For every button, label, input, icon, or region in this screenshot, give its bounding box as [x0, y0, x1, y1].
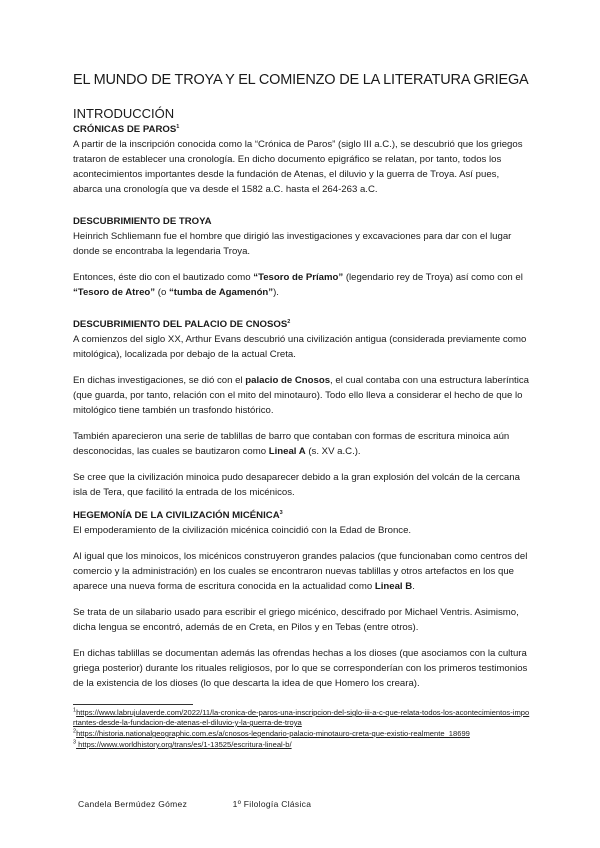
section-heading-cnosos: DESCUBRIMIENTO DEL PALACIO DE CNOSOS$^2$ — [73, 318, 291, 330]
footer-author: Candela Bermúdez Gómez — [78, 799, 188, 809]
footnote-link-2[interactable]: https://historia.nationalgeographic.com.es/a/cnosos-legendario-palacio-minotauro-creta-que-existio-realmente_18699 — [76, 729, 470, 738]
paragraph-hegemonia-2: Al igual que los minoicos, los micénicos construyeron grandes palacios (que funcionaban como centros del comercio y la administración) en los cuales se encontraron nuevas tablillas y otros artefactos en los que aparece una nueva forma de escritura conocida en la actualidad como Lineal B. — [73, 551, 528, 592]
footnote-ref-3[interactable]: 3 — [279, 509, 283, 516]
paragraph-hegemonia-1: El empoderamiento de la civilización micénica coincidió con la Edad de Bronce. — [73, 525, 412, 536]
paragraph-troya-2: Entonces, éste dio con el bautizado como “Tesoro de Príamo” (legendario rey de Troya) así como con el “Tesoro de Atreo” (o “tumba de Agamenón”). — [73, 272, 523, 298]
paragraph-hegemonia-4: En dichas tablillas se documentan además las ofrendas hechas a los dioses (que asociamos con la cultura griega posterior) durante los rituales religiosos, por lo que se corresponderían con los primeros testimonios de la existencia de los dioses (lo que descarta la idea de que Homero los creara). — [73, 648, 528, 689]
section-heading-cronicas: CRÓNICAS DE PAROS$^1$ — [73, 123, 180, 135]
page-footer — [78, 799, 311, 809]
document-title: EL MUNDO DE TROYA Y EL COMIENZO DE LA LITERATURA GRIEGA — [73, 72, 529, 88]
paragraph-cnosos-4: Se cree que la civilización minoica pudo desaparecer debido a la gran explosión del volcán de la cercana isla de Tera, que facilitó la entrada de los micénicos. — [73, 472, 520, 498]
footnote-3: $^3$ https://www.worldhistory.org/trans/es/1-13525/escritura-lineal-b/ — [73, 739, 292, 749]
footnote-link-1[interactable]: https://www.labrujulaverde.com/2022/11/la-cronica-de-paros-una-inscripcion-del-siglo-iii-a-c-que-relata-todos-los-acontecimientos-importantes-desde-la-fundacion-de-atenas-el-diluvio-y-la-guerra-de-troya — [73, 708, 530, 727]
paragraph-cnosos-2: En dichas investigaciones, se dió con el palacio de Cnosos, el cual contaba con una estructura laberíntica (que guarda, por tanto, relación con el mito del minotauro). Todo ello lleva a considerar el hecho de que lo mitológico tiene también un trasfondo histórico. — [73, 375, 529, 416]
paragraph-troya-1: Heinrich Schliemann fue el hombre que dirigió las investigaciones y excavaciones para dar con el lugar donde se encontraba la legendaria Troya. — [73, 231, 512, 257]
footnote-2: $^2$https://historia.nationalgeographic.com.es/a/cnosos-legendario-palacio-minotauro-creta-que-existio-realmente_18699 — [73, 728, 470, 738]
paragraph-hegemonia-3: Se trata de un silabario usado para escribir el griego micénico, descifrado por Michael Ventris. Asimismo, dicha lengua se encontró, además de en Creta, en Pilos y en Tebas (entre otros). — [73, 607, 519, 633]
paragraph-cnosos-3: También aparecieron una serie de tablillas de barro que contaban con formas de escritura minoica aún desconocidas, las cuales se bautizaron como Lineal A (s. XV a.C.). — [73, 431, 510, 457]
paragraph-cnosos-1: A comienzos del siglo XX, Arthur Evans descubrió una civilización antigua (considerada previamente como mitológica), localizada por debajo de la actual Creta. — [73, 334, 527, 360]
footnote-link-3[interactable]: https://www.worldhistory.org/trans/es/1-13525/escritura-lineal-b/ — [76, 740, 292, 749]
paragraph-cronicas: A partir de la inscripción conocida como la “Crónica de Paros” (siglo III a.C.), se descubrió que los griegos trataron de establecer una cronología. En dicho documento epigráfico se relatan, por tanto, todos los acontecimientos importantes desde la fundación de Atenas, el diluvio y la guerra de Troya. Así pues, abarca una cronología que va desde el 1582 a.C. hasta el 264-263 a.C. — [73, 139, 523, 195]
footnote-ref-2[interactable]: 2 — [287, 318, 291, 325]
section-heading-hegemonia: HEGEMONÍA DE LA CIVILIZACIÓN MICÉNICA$^3$ — [73, 509, 283, 521]
document-body — [73, 122, 531, 691]
footnote-divider — [73, 704, 193, 705]
footnote-ref-1[interactable]: 1 — [176, 123, 180, 130]
footnote-1: $^1$https://www.labrujulaverde.com/2022/11/la-cronica-de-paros-una-inscripcion-del-siglo-iii-a-c-que-relata-todos-los-acontecimientos-importantes-desde-la-fundacion-de-atenas-el-diluvio-y-la-guerra-de-troya — [73, 707, 530, 727]
intro-heading: INTRODUCCIÓN — [73, 106, 175, 121]
section-heading-troya: DESCUBRIMIENTO DE TROYA — [73, 216, 212, 227]
footer-course: 1º Filología Clásica — [232, 799, 312, 809]
footnotes — [73, 704, 531, 751]
